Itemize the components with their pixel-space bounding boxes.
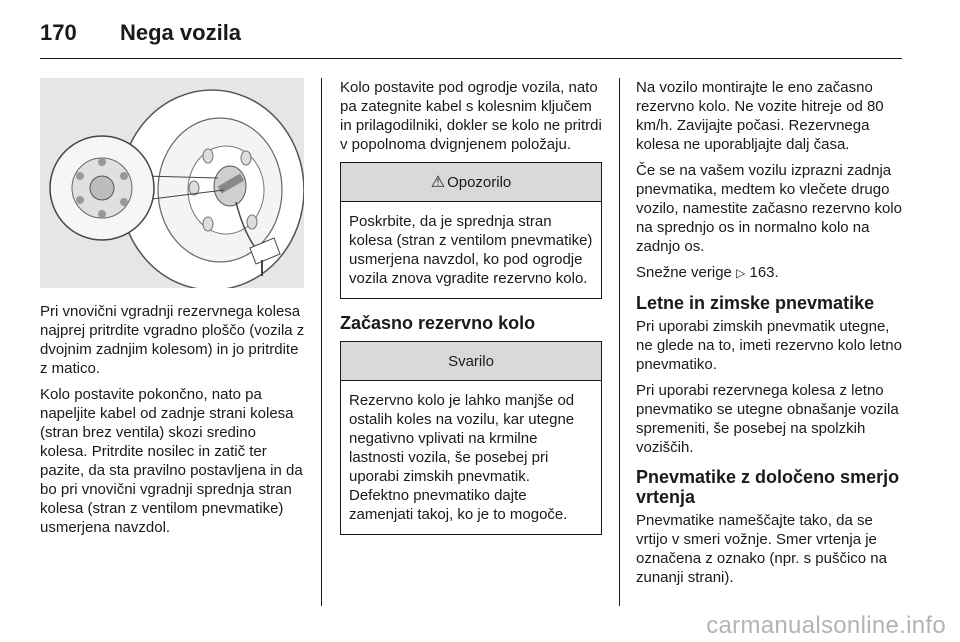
- warning-triangle-icon: ⚠: [430, 173, 446, 191]
- page-title: Nega vozila: [120, 20, 242, 45]
- warning-body: Poskrbite, da je sprednja stran kolesa (stran z ventilom pnevmatike) usmerjena navzdol, ko pod ogrodje vozila znova vgradite rezervno kolo.: [349, 213, 593, 287]
- column-right: [636, 78, 904, 594]
- column-left: [40, 78, 305, 544]
- watermark: carmanualsonline.info: [706, 612, 946, 639]
- page-number: 170: [40, 20, 77, 45]
- section-heading: Letne in zimske pnevmatike: [636, 293, 875, 313]
- reference-text: Snežne verige: [636, 264, 732, 281]
- caution-box: [340, 341, 602, 535]
- paragraph: Pnevmatike nameščajte tako, da se vrtijo v smeri vožnje. Smer vrtenja je označena z oznako (npr. s puščico na zunanji strani).: [636, 512, 887, 586]
- warning-header: [341, 163, 601, 202]
- reference-page[interactable]: 163.: [749, 264, 779, 281]
- caution-title: Svarilo: [448, 352, 494, 370]
- spare-wheel-illustration-icon: [40, 78, 304, 288]
- paragraph: Pri uporabi rezervnega kolesa z letno pnevmatiko se utegne obnašanje vozila spremeniti, še posebej na spolzkih voziščih.: [636, 382, 899, 456]
- section-heading: Začasno rezervno kolo: [340, 313, 536, 333]
- page-header: [40, 12, 900, 60]
- paragraph: Pri uporabi zimskih pnevmatik utegne, ne glede na to, imeti rezervno kolo letno pnevmatiko.: [636, 318, 902, 373]
- paragraph: Pri vnovični vgradnji rezervnega kolesa najprej pritrdite vgradno ploščo (vozila z dvojnim zadnjim kolesom) in jo pritrdite z matico.: [40, 303, 305, 377]
- warning-box: [340, 162, 602, 299]
- warning-title: Opozorilo: [447, 173, 512, 191]
- page-ref-arrow-icon: ▷: [736, 266, 746, 280]
- column-middle: [340, 78, 602, 549]
- column-divider: [321, 78, 322, 606]
- paragraph: Kolo postavite pokončno, nato pa napeljite kabel od zadnje strani kolesa (stran brez ventila) skozi sredino kolesa. Pritrdite nosilec in zatič ter pazite, da sta pravilno postavljena in da bo pri vnovični vgradnji sprednja stran kolesa (stran z ventilom pnevmatike) usmerjena navzdol.: [40, 386, 303, 536]
- header-rule: [40, 58, 902, 59]
- column-divider: [619, 78, 620, 606]
- paragraph: Na vozilo montirajte le eno začasno rezervno kolo. Ne vozite hitreje od 80 km/h. Zavijajte počasi. Rezervnega kolesa ne uporabljajte dalj časa.: [636, 79, 884, 153]
- section-heading: Pnevmatike z določeno smerjo vrtenja: [636, 467, 900, 507]
- caution-body: Rezervno kolo je lahko manjše od ostalih koles na vozilu, kar utegne negativno vplivati na krmilne lastnosti vozila, še posebej pri uporabi zimskih pnevmatik. Defektno pnevmatiko dajte zamenjati takoj, ko je to mogoče.: [349, 392, 575, 523]
- snow-chains-reference: [636, 263, 904, 283]
- paragraph: Če se na vašem vozilu izprazni zadnja pnevmatika, medtem ko vlečete drugo vozilo, namestite začasno rezervno kolo na sprednjo os in normalno kolo na zadnjo os.: [636, 162, 902, 255]
- caution-header: [341, 342, 601, 381]
- paragraph: Kolo postavite pod ogrodje vozila, nato pa zategnite kabel s kolesnim ključem in prilagodilniki, dokler se kolo ne pritrdi v popolnoma dvignjenem položaju.: [340, 79, 602, 153]
